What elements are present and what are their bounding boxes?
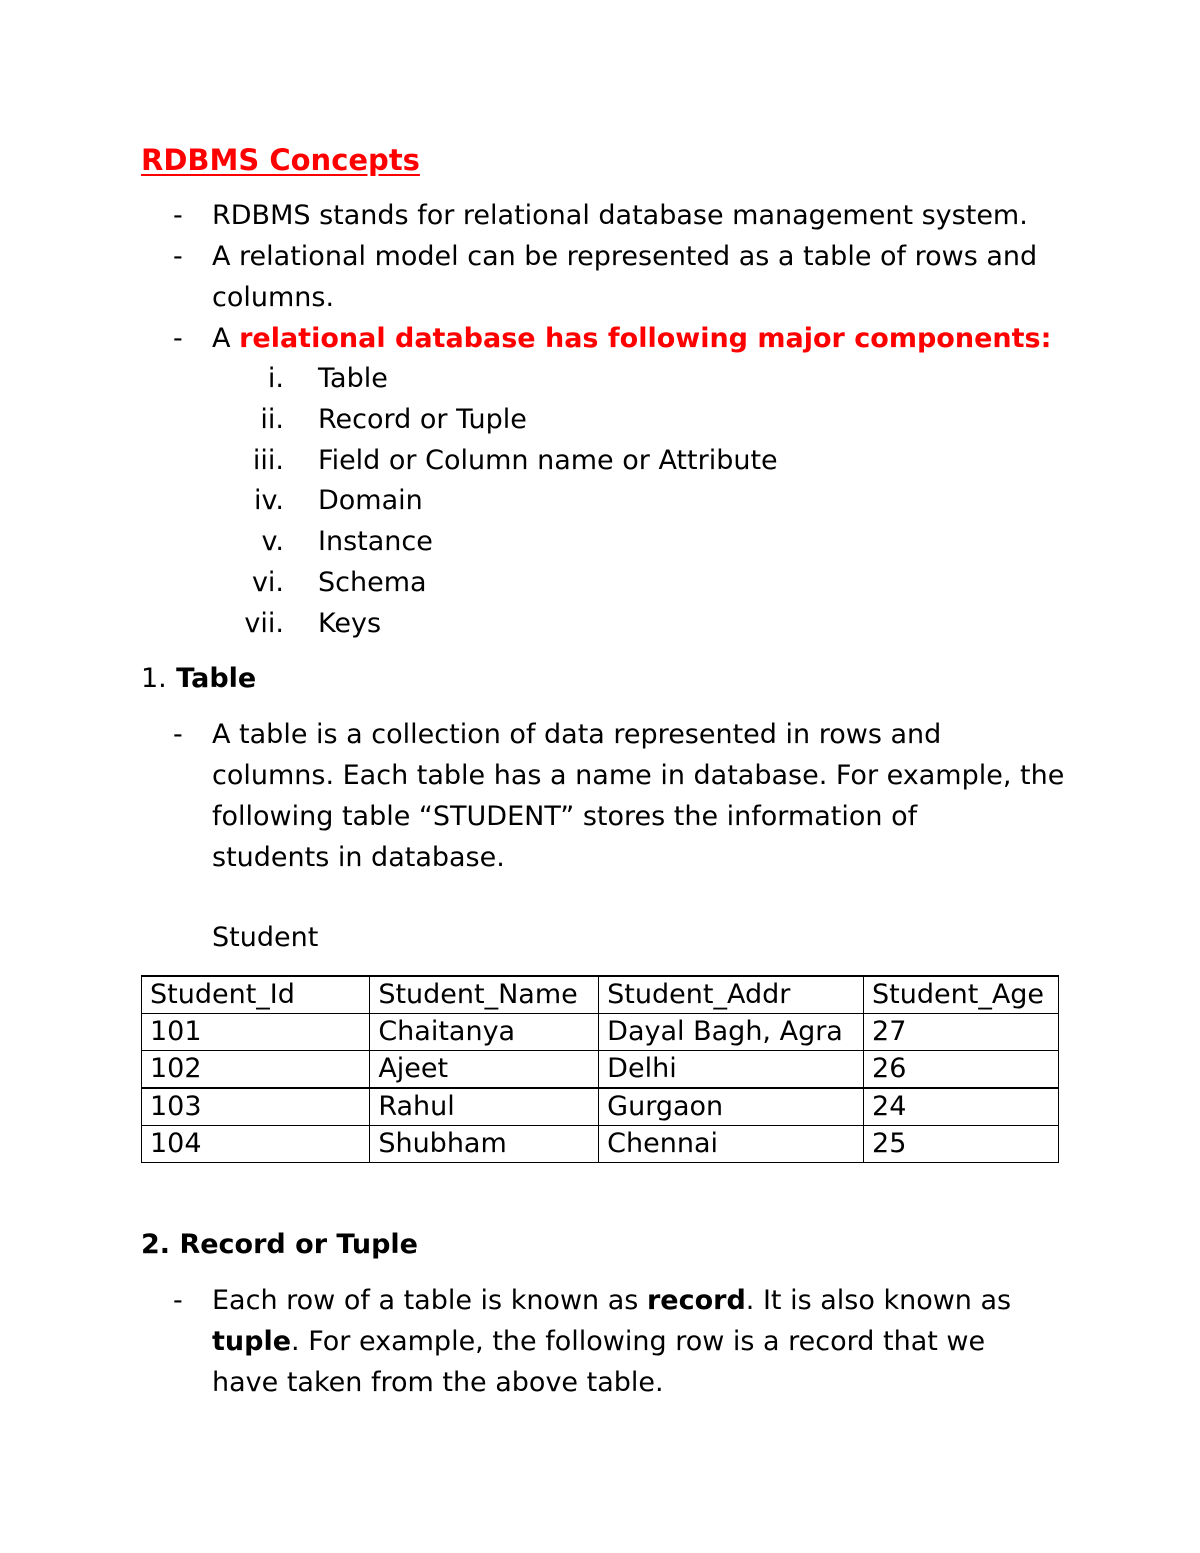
table-row xyxy=(142,1088,1059,1126)
table-caption: Student xyxy=(212,922,319,953)
list-item-number: iii. xyxy=(252,445,284,476)
table-row xyxy=(142,1126,1059,1163)
table-cell: Rahul xyxy=(370,1088,599,1126)
list-item-number: ii. xyxy=(260,404,284,435)
table-header-cell: Student_Id xyxy=(142,976,370,1014)
table-header-cell: Student_Addr xyxy=(599,976,864,1014)
section-1-line-2: columns. Each table has a name in database. For example, the xyxy=(212,760,1065,791)
list-item: Domain xyxy=(318,485,423,516)
table-cell: Chaitanya xyxy=(370,1014,599,1051)
table-cell: Delhi xyxy=(599,1051,864,1089)
section-2-heading: 2. Record or Tuple xyxy=(141,1229,418,1260)
table-cell: 102 xyxy=(142,1051,370,1089)
bullet-marker: - xyxy=(173,1285,183,1316)
bullet-3-prefix: A xyxy=(212,323,231,354)
table-cell: 26 xyxy=(864,1051,1059,1089)
list-item-number: v. xyxy=(261,526,284,557)
bullet-marker: - xyxy=(173,323,183,354)
table-cell: Chennai xyxy=(599,1126,864,1163)
intro-bullet-2-line-2: columns. xyxy=(212,282,335,313)
page-title: RDBMS Concepts xyxy=(141,143,420,177)
list-item: Record or Tuple xyxy=(318,404,527,435)
list-item: Table xyxy=(318,363,388,394)
table-row xyxy=(142,1051,1059,1089)
list-item-number: iv. xyxy=(254,485,284,516)
bullet-3-highlight: relational database has following major components: xyxy=(239,323,1052,354)
table-row xyxy=(142,1014,1059,1051)
bullet-marker: - xyxy=(173,200,183,231)
table-cell: Dayal Bagh, Agra xyxy=(599,1014,864,1051)
section-2-text: Each row of a table is known as xyxy=(212,1285,639,1316)
table-cell: 104 xyxy=(142,1126,370,1163)
term-tuple: tuple xyxy=(212,1326,292,1357)
section-1-number: 1. xyxy=(141,663,167,694)
bullet-marker: - xyxy=(173,719,183,750)
section-1-title: Table xyxy=(176,663,257,694)
list-item: Instance xyxy=(318,526,433,557)
intro-bullet-3 xyxy=(212,322,1051,356)
table-cell: Ajeet xyxy=(370,1051,599,1089)
table-cell: Gurgaon xyxy=(599,1088,864,1126)
section-2-line-1 xyxy=(212,1284,1011,1318)
table-header-cell: Student_Name xyxy=(370,976,599,1014)
section-2-line-2 xyxy=(212,1325,985,1359)
table-header-cell: Student_Age xyxy=(864,976,1059,1014)
section-2-line-3: have taken from the above table. xyxy=(212,1367,664,1398)
section-1-heading xyxy=(141,662,256,696)
section-1-line-1: A table is a collection of data represented in rows and xyxy=(212,719,942,750)
list-item-number: vii. xyxy=(244,608,284,639)
student-table xyxy=(141,975,1059,1163)
intro-bullet-1: RDBMS stands for relational database management system. xyxy=(212,200,1028,231)
term-record: record xyxy=(646,1285,746,1316)
table-cell: 27 xyxy=(864,1014,1059,1051)
section-2-text: . It is also known as xyxy=(745,1285,1012,1316)
bullet-marker: - xyxy=(173,241,183,272)
table-cell: 24 xyxy=(864,1088,1059,1126)
list-item-number: vi. xyxy=(251,567,284,598)
table-cell: Shubham xyxy=(370,1126,599,1163)
table-cell: 103 xyxy=(142,1088,370,1126)
table-cell: 101 xyxy=(142,1014,370,1051)
intro-bullet-2-line-1: A relational model can be represented as a table of rows and xyxy=(212,241,1038,272)
section-1-line-4: students in database. xyxy=(212,842,505,873)
list-item: Keys xyxy=(318,608,382,639)
list-item: Field or Column name or Attribute xyxy=(318,445,778,476)
table-header-row xyxy=(142,976,1059,1014)
list-item-number: i. xyxy=(267,363,284,394)
section-2-text: . For example, the following row is a record that we xyxy=(291,1326,986,1357)
table-cell: 25 xyxy=(864,1126,1059,1163)
list-item: Schema xyxy=(318,567,427,598)
section-1-line-3: following table “STUDENT” stores the information of xyxy=(212,801,918,832)
